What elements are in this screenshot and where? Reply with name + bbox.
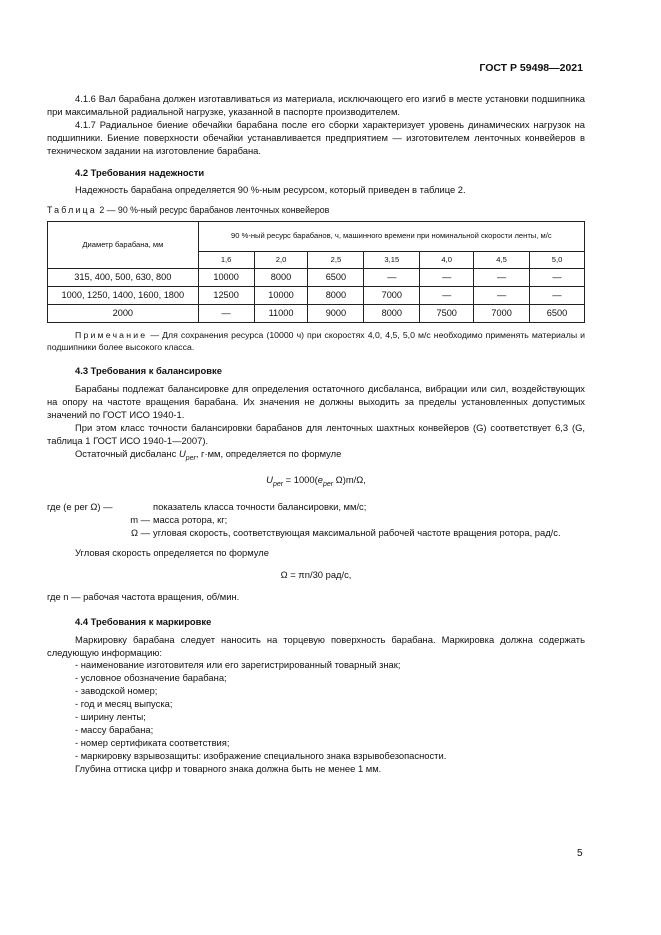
table-cell: 10000 (254, 287, 308, 305)
table-cell: 8000 (364, 305, 420, 323)
table-header-speed: 2,5 (308, 252, 364, 269)
paragraph-4-1-6: 4.1.6 Вал барабана должен изготавливаться из материала, исключающего его изгиб в месте установки подшипника при максимальной радиальной нагрузке, указанной в паспорте производителем. (47, 93, 585, 117)
heading-4-4: 4.4 Требования к маркировке (75, 615, 212, 627)
paragraph-angular-intro: Угловая скорость определяется по формуле (75, 546, 269, 558)
page-number: 5 (577, 848, 583, 859)
legend-desc: масса ротора, кг; (153, 514, 228, 526)
table-cell: — (530, 269, 585, 287)
legend-n (47, 591, 585, 604)
table-row (48, 305, 585, 323)
table-cell: 6500 (308, 269, 364, 287)
legend-desc: угловая скорость, соответствующая максимальной рабочей частоте вращения ротора, рад/с. (153, 527, 561, 539)
table-cell: — (474, 287, 530, 305)
legend-term: где n — (47, 590, 81, 602)
table-cell-diameter: 2000 (48, 305, 199, 323)
heading-4-3: 4.3 Требования к балансировке (75, 365, 222, 377)
table-cell: 7500 (420, 305, 474, 323)
table-header-speed: 4,5 (474, 252, 530, 269)
table-note-text: — Для сохранения ресурса (10000 ч) при скоростях 4,0, 4,5, 5,0 м/с необходимо применять материалы и подшипники более высокого класса. (47, 330, 585, 353)
table-caption-label: Таблица (47, 205, 97, 216)
table-row (48, 287, 585, 305)
table-cell: — (474, 269, 530, 287)
table-note (47, 329, 585, 353)
resource-table (47, 221, 585, 323)
list-item: - массу барабана; (75, 723, 154, 735)
list-item: - наименование изготовителя или его зарегистрированный товарный знак; (75, 659, 401, 671)
table-cell: 11000 (254, 305, 308, 323)
table-cell: — (198, 305, 254, 323)
table-cell-diameter: 1000, 1250, 1400, 1600, 1800 (48, 287, 199, 305)
table-header-speed: 1,6 (198, 252, 254, 269)
table-cell: 10000 (198, 269, 254, 287)
paragraph-4-4-last: Глубина оттиска цифр и товарного знака должна быть не менее 1 мм. (75, 762, 382, 774)
table-cell: 6500 (530, 305, 585, 323)
list-item: - условное обозначение барабана; (75, 672, 227, 684)
table-row (48, 269, 585, 287)
table-cell: 12500 (198, 287, 254, 305)
table-header-speed: 3,15 (364, 252, 420, 269)
table-cell: — (420, 287, 474, 305)
paragraph-4-2: Надежность барабана определяется 90 %-ным ресурсом, который приведен в таблице 2. (75, 184, 466, 196)
legend-desc: рабочая частота вращения, об/мин. (83, 590, 240, 602)
table-cell: 8000 (254, 269, 308, 287)
paragraph-4-3-c: Остаточный дисбаланс $U_{per}$, г·мм, определяется по формуле (75, 447, 342, 462)
list-item: - номер сертификата соответствия; (75, 736, 230, 748)
table-cell: — (530, 287, 585, 305)
list-item: - ширину ленты; (75, 711, 146, 723)
table-cell: 8000 (308, 287, 364, 305)
table-header-group: 90 %-ный ресурс барабанов, ч, машинного времени при номинальной скорости ленты, м/с (198, 222, 584, 252)
table-header-speed: 4,0 (420, 252, 474, 269)
paragraph-4-1-7: 4.1.7 Радиальное биение обечайки барабана после его сборки характеризует уровень динамических нагрузок на подшипники. Биение поверхности обечайки устанавливается предприятием — изготовителем ленточных конвейеров в техническом задании на изготовление барабана. (47, 118, 585, 156)
table-header-speed: 2,0 (254, 252, 308, 269)
paragraph-4-3-b: При этом класс точности балансировки барабанов для ленточных шахтных конвейеров (G) соответствует 6,3 (G, таблица 1 ГОСТ ИСО 1940-1—2007). (47, 421, 585, 446)
table-cell: — (420, 269, 474, 287)
paragraph-4-3-a: Барабаны подлежат балансировке для определения остаточного дисбаланса, вибрации или сил, воздействующих на опору на частоте вращения барабана. Их значения не должны выходить за пределы установленных допустимых значений по ГОСТ ИСО 1940-1. (47, 383, 585, 420)
formula-legend (47, 501, 585, 540)
list-item: - год и месяц выпуска; (75, 698, 173, 710)
table-header-speed: 5,0 (530, 252, 585, 269)
table-note-label: Примечание (75, 330, 148, 341)
document-header: ГОСТ Р 59498—2021 (479, 62, 583, 74)
legend-term: m — (130, 514, 150, 526)
heading-4-2: 4.2 Требования надежности (75, 166, 205, 178)
table-cell: 7000 (364, 287, 420, 305)
list-item: - маркировку взрывозащиты: изображение специального знака взрывобезопасности. (75, 749, 447, 761)
table-cell-diameter: 315, 400, 500, 630, 800 (48, 269, 199, 287)
formula-angular: Ω = πn/30 рад/с, (280, 568, 352, 580)
symbol-u: U (178, 447, 186, 459)
table-cell: — (364, 269, 420, 287)
table-cell: 9000 (308, 305, 364, 323)
formula-unbalance: $U_{per} = 1000(e_{per}$ Ω)m/Ω, (266, 474, 366, 489)
list-item: - заводской номер; (75, 685, 158, 697)
table-header-diameter: Диаметр барабана, мм (48, 222, 199, 269)
table-caption (47, 204, 585, 217)
legend-term: Ω — (131, 527, 150, 539)
marking-list (47, 659, 585, 762)
legend-term: где (e per Ω) — (47, 501, 113, 513)
page-content (47, 93, 585, 776)
table-caption-text: 2 — 90 %-ный ресурс барабанов ленточных конвейеров (99, 205, 330, 216)
table-cell: 7000 (474, 305, 530, 323)
legend-desc: показатель класса точности балансировки, мм/с; (153, 501, 367, 513)
paragraph-4-4: Маркировку барабана следует наносить на торцевую поверхность барабана. Маркировка должна содержать следующую информацию: (47, 633, 585, 658)
